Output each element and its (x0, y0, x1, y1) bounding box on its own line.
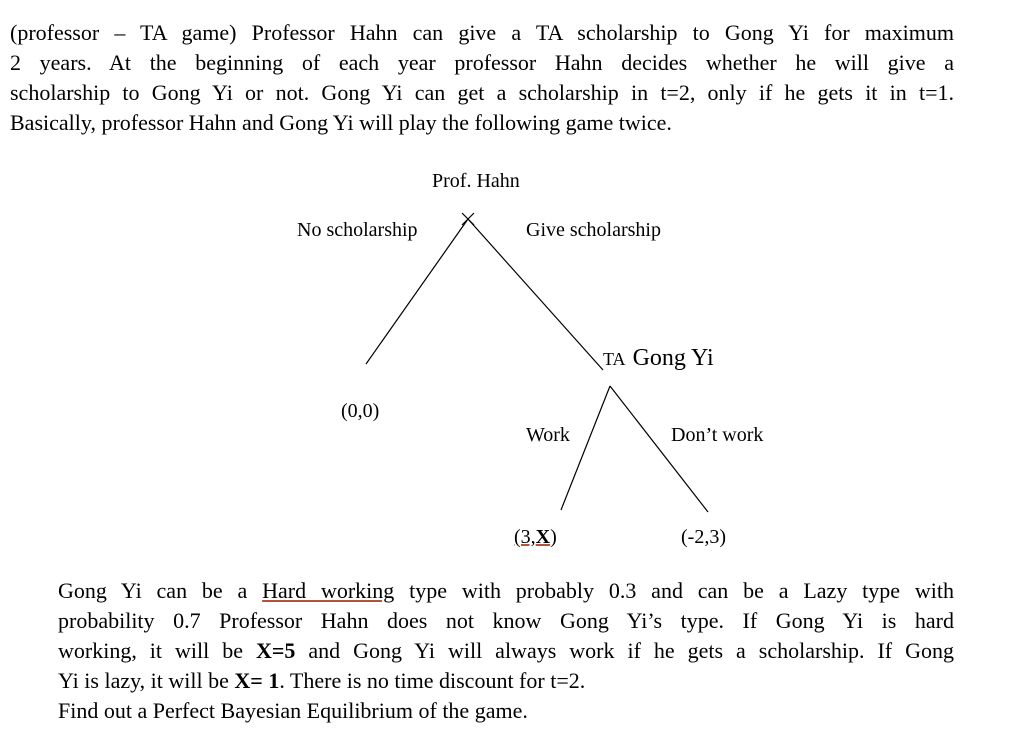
body-line-3 (58, 636, 954, 666)
body-line-2: probability 0.7 Professor Hahn does not know Gong Yi’s type. If Gong Yi is hard (58, 608, 954, 633)
body-line-3a: working, it will be (58, 638, 256, 663)
body-line-3b: and Gong Yi will always work if he gets a scholarship. If Gong (295, 638, 954, 663)
intro-line-3: scholarship to Gong Yi or not. Gong Yi can get a scholarship in t=2, only if he gets it in t=1. (10, 80, 954, 105)
branch-dont-work (610, 386, 708, 512)
branch-work (561, 386, 610, 510)
give-scholarship-label: Give scholarship (526, 219, 661, 241)
dont-work-payoff-label: (-2,3) (681, 526, 726, 548)
body-line-4 (58, 666, 954, 696)
no-scholarship-label: No scholarship (297, 219, 418, 241)
ta-prefix: TA (603, 349, 626, 369)
body-line-1b: type with probably 0.3 and can be a Lazy type with (394, 578, 954, 603)
ta-gong-yi-label (603, 345, 714, 372)
body-line-1 (58, 576, 954, 606)
x-equals-5: X=5 (255, 638, 296, 663)
work-payoff-open: (3, (514, 526, 536, 548)
x-equals-1: X= 1 (234, 668, 280, 693)
prof-hahn-label: Prof. Hahn (432, 170, 520, 192)
intro-line-1: (professor – TA game) Professor Hahn can give a TA scholarship to Gong Yi for maximum (10, 20, 954, 45)
question-paragraph (58, 576, 954, 726)
hard-working-link[interactable]: Hard working (262, 578, 395, 603)
body-line-1a: Gong Yi can be a (58, 578, 263, 603)
dont-work-label: Don’t work (671, 424, 764, 446)
work-payoff-x: X (535, 526, 551, 548)
body-line-5: Find out a Perfect Bayesian Equilibrium of the game. (58, 698, 528, 723)
body-line-4a: Yi is lazy, it will be (58, 668, 235, 693)
work-payoff-close: ) (550, 526, 557, 548)
work-label: Work (526, 424, 570, 446)
intro-line-4: Basically, professor Hahn and Gong Yi will play the following game twice. (10, 110, 672, 135)
left-payoff-label: (0,0) (341, 400, 380, 422)
intro-line-2: 2 years. At the beginning of each year professor Hahn decides whether he will give a (10, 50, 954, 75)
work-payoff-label (514, 526, 557, 549)
ta-name: Gong Yi (632, 345, 714, 371)
body-line-4b: . There is no time discount for t=2. (279, 668, 586, 693)
